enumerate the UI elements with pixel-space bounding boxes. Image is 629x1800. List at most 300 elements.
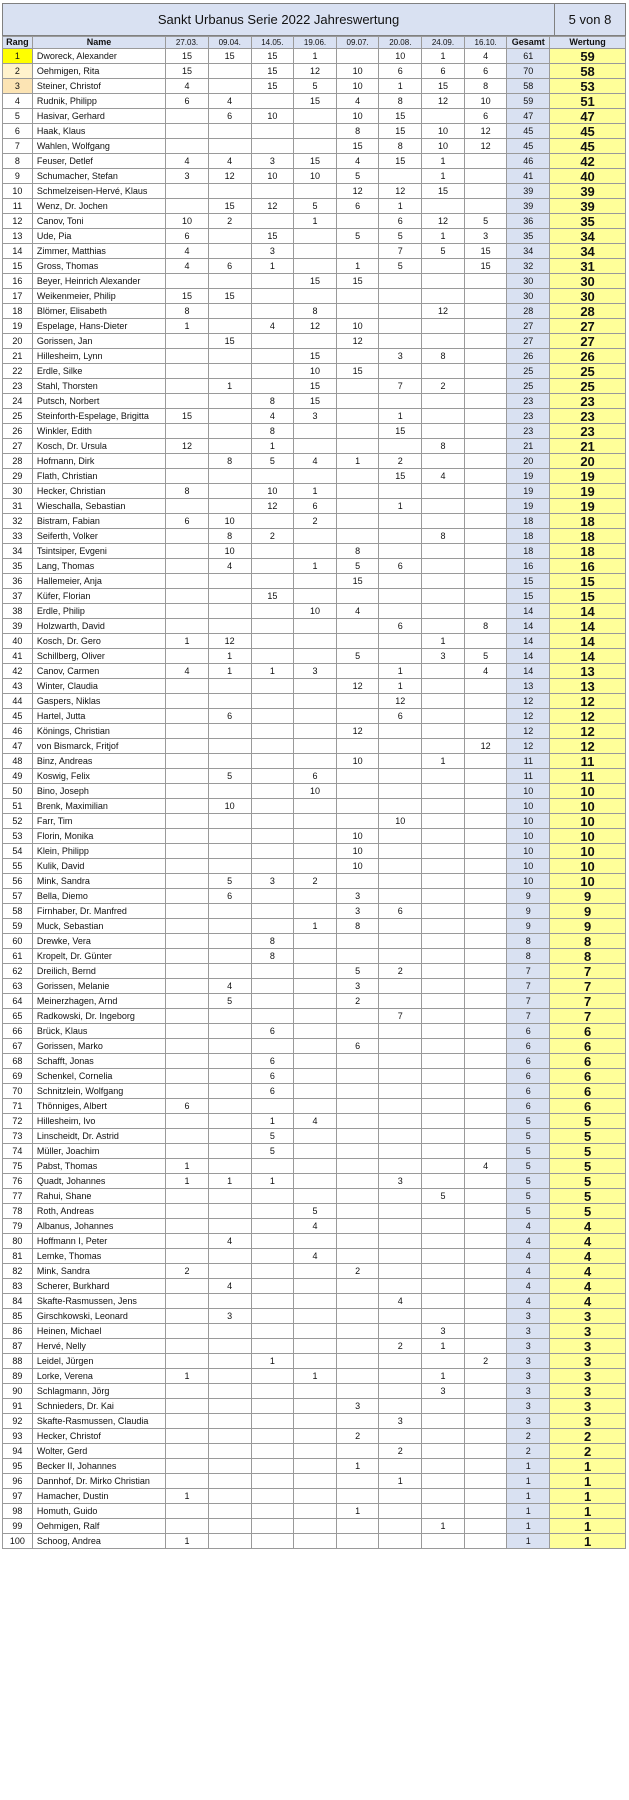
score-cell: 15 xyxy=(251,79,294,94)
score-cell: 12 xyxy=(336,184,379,199)
score-cell xyxy=(464,934,507,949)
rank-cell: 27 xyxy=(3,439,33,454)
rank-cell: 34 xyxy=(3,544,33,559)
score-cell xyxy=(379,799,422,814)
score-cell xyxy=(251,1429,294,1444)
score-cell xyxy=(422,784,465,799)
score-cell xyxy=(208,1189,251,1204)
score-cell: 12 xyxy=(251,199,294,214)
table-row xyxy=(3,274,626,289)
score-cell xyxy=(422,874,465,889)
score-cell xyxy=(166,874,209,889)
standings-body xyxy=(3,49,626,1549)
score-cell xyxy=(464,1144,507,1159)
total-cell: 1 xyxy=(507,1534,550,1549)
score-cell: 6 xyxy=(251,1069,294,1084)
ranking-score-cell: 1 xyxy=(550,1534,626,1549)
score-cell xyxy=(464,379,507,394)
score-cell xyxy=(251,1324,294,1339)
name-cell: Hillesheim, Lynn xyxy=(32,349,165,364)
score-cell xyxy=(422,454,465,469)
score-cell xyxy=(208,949,251,964)
name-cell: Meinerzhagen, Arnd xyxy=(32,994,165,1009)
score-cell: 8 xyxy=(251,424,294,439)
score-cell xyxy=(208,814,251,829)
table-row xyxy=(3,364,626,379)
score-cell xyxy=(464,1219,507,1234)
rank-cell: 81 xyxy=(3,1249,33,1264)
rank-cell: 6 xyxy=(3,124,33,139)
score-cell xyxy=(336,514,379,529)
score-cell xyxy=(294,1339,337,1354)
score-cell: 10 xyxy=(422,139,465,154)
score-cell: 10 xyxy=(336,64,379,79)
table-row xyxy=(3,604,626,619)
score-cell xyxy=(379,1114,422,1129)
name-cell: Espelage, Hans-Dieter xyxy=(32,319,165,334)
name-cell: Koswig, Felix xyxy=(32,769,165,784)
score-cell xyxy=(251,1039,294,1054)
rank-cell: 22 xyxy=(3,364,33,379)
score-cell xyxy=(208,424,251,439)
total-cell: 4 xyxy=(507,1264,550,1279)
score-cell xyxy=(166,979,209,994)
name-cell: Bistram, Fabian xyxy=(32,514,165,529)
score-cell xyxy=(464,544,507,559)
score-cell xyxy=(336,439,379,454)
score-cell: 3 xyxy=(251,874,294,889)
score-cell: 4 xyxy=(379,1294,422,1309)
score-cell xyxy=(251,124,294,139)
name-cell: Canov, Carmen xyxy=(32,664,165,679)
name-cell: Lorke, Verena xyxy=(32,1369,165,1384)
score-cell: 15 xyxy=(422,79,465,94)
score-cell: 12 xyxy=(336,679,379,694)
score-cell xyxy=(464,484,507,499)
name-cell: Schoog, Andrea xyxy=(32,1534,165,1549)
rank-cell: 100 xyxy=(3,1534,33,1549)
score-cell: 10 xyxy=(294,784,337,799)
total-cell: 12 xyxy=(507,724,550,739)
table-row xyxy=(3,499,626,514)
total-cell: 5 xyxy=(507,1174,550,1189)
score-cell xyxy=(422,1009,465,1024)
score-cell xyxy=(379,1324,422,1339)
name-cell: Haak, Klaus xyxy=(32,124,165,139)
score-cell xyxy=(336,1144,379,1159)
score-cell xyxy=(251,964,294,979)
table-row xyxy=(3,334,626,349)
score-cell: 4 xyxy=(208,1279,251,1294)
score-cell: 1 xyxy=(422,634,465,649)
score-cell xyxy=(294,814,337,829)
score-cell xyxy=(422,934,465,949)
name-cell: Oehmigen, Ralf xyxy=(32,1519,165,1534)
name-cell: Hallemeier, Anja xyxy=(32,574,165,589)
score-cell xyxy=(379,724,422,739)
score-cell xyxy=(208,919,251,934)
table-row xyxy=(3,1264,626,1279)
rank-cell: 51 xyxy=(3,799,33,814)
total-cell: 1 xyxy=(507,1489,550,1504)
score-cell: 15 xyxy=(166,64,209,79)
score-cell: 5 xyxy=(336,229,379,244)
rank-cell: 48 xyxy=(3,754,33,769)
name-cell: Schumacher, Stefan xyxy=(32,169,165,184)
name-cell: Wahlen, Wolfgang xyxy=(32,139,165,154)
score-cell xyxy=(379,1219,422,1234)
table-row xyxy=(3,79,626,94)
table-row xyxy=(3,64,626,79)
score-cell: 10 xyxy=(379,49,422,64)
name-cell: Brück, Klaus xyxy=(32,1024,165,1039)
score-cell xyxy=(464,454,507,469)
score-cell xyxy=(294,1504,337,1519)
score-cell xyxy=(294,1474,337,1489)
score-cell: 1 xyxy=(422,169,465,184)
score-cell xyxy=(379,574,422,589)
total-cell: 13 xyxy=(507,679,550,694)
rank-cell: 78 xyxy=(3,1204,33,1219)
rank-cell: 68 xyxy=(3,1054,33,1069)
table-row xyxy=(3,1459,626,1474)
table-row xyxy=(3,694,626,709)
score-cell: 10 xyxy=(422,124,465,139)
score-cell xyxy=(464,1339,507,1354)
score-cell xyxy=(294,634,337,649)
ranking-score-cell: 4 xyxy=(550,1279,626,1294)
ranking-score-cell: 12 xyxy=(550,739,626,754)
score-cell: 3 xyxy=(422,649,465,664)
total-cell: 7 xyxy=(507,994,550,1009)
score-cell: 15 xyxy=(379,109,422,124)
ranking-score-cell: 14 xyxy=(550,649,626,664)
table-row xyxy=(3,979,626,994)
score-cell: 15 xyxy=(336,364,379,379)
score-cell: 12 xyxy=(422,214,465,229)
rank-cell: 64 xyxy=(3,994,33,1009)
score-cell xyxy=(208,859,251,874)
table-row xyxy=(3,1339,626,1354)
rank-cell: 55 xyxy=(3,859,33,874)
total-cell: 10 xyxy=(507,814,550,829)
total-cell: 10 xyxy=(507,784,550,799)
score-cell xyxy=(294,709,337,724)
score-cell: 6 xyxy=(379,559,422,574)
score-cell: 5 xyxy=(294,1204,337,1219)
score-cell xyxy=(464,994,507,1009)
total-cell: 58 xyxy=(507,79,550,94)
score-cell: 1 xyxy=(294,214,337,229)
score-cell xyxy=(251,349,294,364)
score-cell xyxy=(379,1099,422,1114)
score-cell xyxy=(208,1384,251,1399)
rank-cell: 31 xyxy=(3,499,33,514)
table-row xyxy=(3,289,626,304)
score-cell xyxy=(208,1504,251,1519)
total-cell: 10 xyxy=(507,799,550,814)
score-cell xyxy=(166,1294,209,1309)
score-cell: 15 xyxy=(294,274,337,289)
ranking-score-cell: 53 xyxy=(550,79,626,94)
ranking-score-cell: 58 xyxy=(550,64,626,79)
score-cell xyxy=(379,1534,422,1549)
rank-cell: 93 xyxy=(3,1429,33,1444)
total-cell: 4 xyxy=(507,1249,550,1264)
score-cell xyxy=(208,304,251,319)
score-cell xyxy=(379,529,422,544)
score-cell: 10 xyxy=(294,169,337,184)
score-cell xyxy=(422,859,465,874)
score-cell xyxy=(294,964,337,979)
score-cell xyxy=(208,724,251,739)
total-cell: 19 xyxy=(507,499,550,514)
ranking-score-cell: 1 xyxy=(550,1489,626,1504)
score-cell: 15 xyxy=(336,139,379,154)
score-cell xyxy=(379,604,422,619)
rank-cell: 80 xyxy=(3,1234,33,1249)
score-cell xyxy=(294,244,337,259)
ranking-score-cell: 10 xyxy=(550,844,626,859)
rank-cell: 90 xyxy=(3,1384,33,1399)
score-cell xyxy=(294,1099,337,1114)
name-cell: Mink, Sandra xyxy=(32,1264,165,1279)
score-cell xyxy=(336,619,379,634)
rank-cell: 73 xyxy=(3,1129,33,1144)
rank-cell: 43 xyxy=(3,679,33,694)
ranking-score-cell: 6 xyxy=(550,1054,626,1069)
total-cell: 4 xyxy=(507,1279,550,1294)
ranking-score-cell: 14 xyxy=(550,619,626,634)
score-cell xyxy=(166,124,209,139)
name-cell: Hecker, Christian xyxy=(32,484,165,499)
name-cell: Wieschalla, Sebastian xyxy=(32,499,165,514)
score-cell xyxy=(422,829,465,844)
sheet-header xyxy=(2,3,626,36)
name-cell: Gorissen, Melanie xyxy=(32,979,165,994)
score-cell xyxy=(251,859,294,874)
score-cell xyxy=(336,394,379,409)
score-cell xyxy=(294,1084,337,1099)
score-cell xyxy=(379,364,422,379)
score-cell xyxy=(336,1249,379,1264)
score-cell: 12 xyxy=(208,169,251,184)
score-cell xyxy=(336,289,379,304)
table-row xyxy=(3,529,626,544)
score-cell: 15 xyxy=(208,289,251,304)
score-cell xyxy=(379,289,422,304)
column-header-date: 09.07. xyxy=(336,37,379,49)
score-cell xyxy=(208,1534,251,1549)
total-cell: 4 xyxy=(507,1294,550,1309)
name-cell: Dworeck, Alexander xyxy=(32,49,165,64)
score-cell xyxy=(166,1444,209,1459)
score-cell: 8 xyxy=(379,139,422,154)
score-cell xyxy=(294,844,337,859)
score-cell xyxy=(379,1264,422,1279)
score-cell xyxy=(166,1459,209,1474)
score-cell xyxy=(166,1114,209,1129)
score-cell xyxy=(251,184,294,199)
score-cell xyxy=(464,439,507,454)
score-cell: 5 xyxy=(208,994,251,1009)
score-cell xyxy=(422,1264,465,1279)
score-cell: 1 xyxy=(294,919,337,934)
score-cell xyxy=(422,574,465,589)
ranking-score-cell: 25 xyxy=(550,379,626,394)
total-cell: 1 xyxy=(507,1519,550,1534)
ranking-score-cell: 13 xyxy=(550,679,626,694)
score-cell: 10 xyxy=(251,109,294,124)
score-cell xyxy=(422,1054,465,1069)
total-cell: 41 xyxy=(507,169,550,184)
score-cell xyxy=(251,634,294,649)
column-header-date: 27.03. xyxy=(166,37,209,49)
score-cell xyxy=(166,199,209,214)
table-row xyxy=(3,1279,626,1294)
score-cell: 15 xyxy=(294,379,337,394)
score-cell xyxy=(379,1459,422,1474)
table-row xyxy=(3,439,626,454)
table-row xyxy=(3,784,626,799)
score-cell xyxy=(422,499,465,514)
rank-cell: 84 xyxy=(3,1294,33,1309)
score-cell: 5 xyxy=(422,244,465,259)
score-cell xyxy=(336,1324,379,1339)
table-row xyxy=(3,964,626,979)
score-cell xyxy=(422,994,465,1009)
table-row xyxy=(3,799,626,814)
score-cell xyxy=(294,649,337,664)
total-cell: 12 xyxy=(507,709,550,724)
score-cell: 12 xyxy=(294,64,337,79)
table-row xyxy=(3,934,626,949)
total-cell: 5 xyxy=(507,1129,550,1144)
rank-cell: 29 xyxy=(3,469,33,484)
total-cell: 4 xyxy=(507,1219,550,1234)
total-cell: 36 xyxy=(507,214,550,229)
score-cell xyxy=(251,769,294,784)
score-cell xyxy=(464,844,507,859)
score-cell: 8 xyxy=(208,529,251,544)
score-cell xyxy=(422,769,465,784)
score-cell: 3 xyxy=(336,904,379,919)
score-cell xyxy=(464,589,507,604)
score-cell: 15 xyxy=(251,229,294,244)
name-cell: Hofmann, Dirk xyxy=(32,454,165,469)
score-cell xyxy=(422,1414,465,1429)
score-cell xyxy=(208,1264,251,1279)
rank-cell: 3 xyxy=(3,79,33,94)
score-cell: 5 xyxy=(251,454,294,469)
ranking-score-cell: 2 xyxy=(550,1444,626,1459)
rank-cell: 49 xyxy=(3,769,33,784)
ranking-score-cell: 21 xyxy=(550,439,626,454)
score-cell xyxy=(208,1024,251,1039)
score-cell xyxy=(166,1354,209,1369)
score-cell xyxy=(294,754,337,769)
table-row xyxy=(3,1534,626,1549)
score-cell xyxy=(464,1444,507,1459)
rank-cell: 63 xyxy=(3,979,33,994)
score-cell xyxy=(166,859,209,874)
name-cell: Skafte-Rasmussen, Jens xyxy=(32,1294,165,1309)
score-cell xyxy=(294,1024,337,1039)
ranking-score-cell: 10 xyxy=(550,859,626,874)
score-cell xyxy=(422,889,465,904)
score-cell: 1 xyxy=(336,259,379,274)
rank-cell: 50 xyxy=(3,784,33,799)
score-cell xyxy=(422,709,465,724)
score-cell xyxy=(379,934,422,949)
score-cell xyxy=(294,799,337,814)
ranking-score-cell: 10 xyxy=(550,799,626,814)
score-cell xyxy=(464,1024,507,1039)
rank-cell: 46 xyxy=(3,724,33,739)
score-cell: 12 xyxy=(464,139,507,154)
score-cell xyxy=(294,904,337,919)
score-cell: 2 xyxy=(464,1354,507,1369)
score-cell: 15 xyxy=(464,259,507,274)
score-cell xyxy=(251,1504,294,1519)
total-cell: 6 xyxy=(507,1099,550,1114)
score-cell: 8 xyxy=(379,94,422,109)
rank-cell: 5 xyxy=(3,109,33,124)
score-cell: 1 xyxy=(336,1459,379,1474)
score-cell xyxy=(464,1534,507,1549)
score-cell xyxy=(208,244,251,259)
score-cell xyxy=(166,1084,209,1099)
score-cell xyxy=(208,364,251,379)
score-cell xyxy=(251,799,294,814)
name-cell: Radkowski, Dr. Ingeborg xyxy=(32,1009,165,1024)
score-cell: 15 xyxy=(422,184,465,199)
score-cell xyxy=(422,1144,465,1159)
score-cell xyxy=(251,1009,294,1024)
score-cell xyxy=(251,1204,294,1219)
score-cell xyxy=(294,859,337,874)
score-cell xyxy=(251,1219,294,1234)
table-row xyxy=(3,1384,626,1399)
total-cell: 25 xyxy=(507,379,550,394)
standings-table xyxy=(2,36,626,1549)
table-row xyxy=(3,259,626,274)
score-cell: 10 xyxy=(336,79,379,94)
rank-cell: 8 xyxy=(3,154,33,169)
table-row xyxy=(3,1324,626,1339)
score-cell xyxy=(336,1444,379,1459)
score-cell xyxy=(166,574,209,589)
score-cell xyxy=(294,289,337,304)
score-cell xyxy=(379,1234,422,1249)
ranking-score-cell: 4 xyxy=(550,1234,626,1249)
score-cell: 8 xyxy=(294,304,337,319)
score-cell xyxy=(379,1069,422,1084)
score-cell: 5 xyxy=(294,199,337,214)
rank-cell: 77 xyxy=(3,1189,33,1204)
score-cell xyxy=(336,1099,379,1114)
rank-cell: 7 xyxy=(3,139,33,154)
score-cell: 15 xyxy=(208,334,251,349)
total-cell: 8 xyxy=(507,949,550,964)
table-row xyxy=(3,184,626,199)
name-cell: Winter, Claudia xyxy=(32,679,165,694)
table-row xyxy=(3,904,626,919)
score-cell xyxy=(422,199,465,214)
score-cell: 1 xyxy=(379,1474,422,1489)
name-cell: Hoffmann I, Peter xyxy=(32,1234,165,1249)
score-cell xyxy=(336,814,379,829)
